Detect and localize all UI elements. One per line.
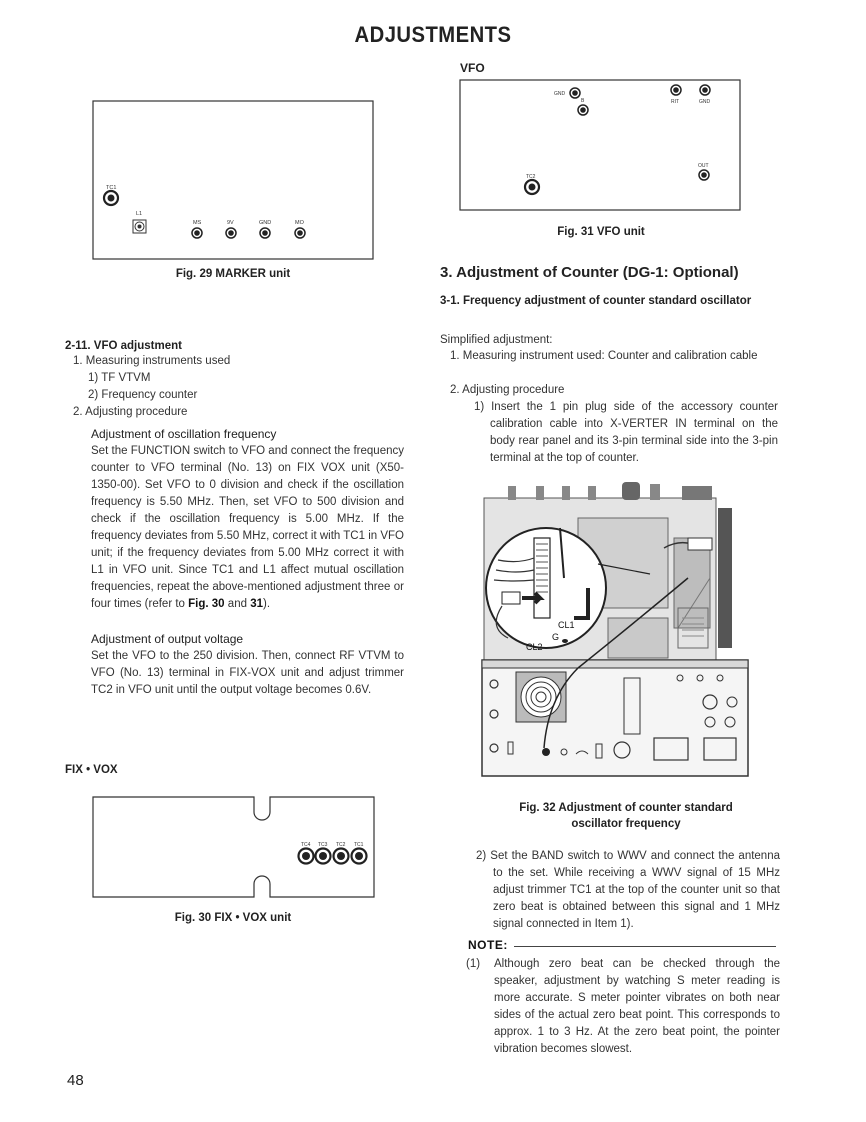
vfo-item1: 1. Measuring instruments used (73, 355, 231, 367)
marker-unit-diagram (92, 100, 374, 262)
tc1-label: TC1 (106, 185, 117, 191)
fig29-caption: Fig. 29 MARKER unit (175, 268, 291, 280)
tc1-label: TC1 (354, 842, 364, 848)
tc1-trimmer-icon (352, 849, 367, 864)
g-label: G (552, 632, 560, 642)
simplified-label: Simplified adjustment: (440, 334, 553, 346)
gnd-label: GND (554, 91, 566, 97)
counter-heading: 3. Adjustment of Counter (DG-1: Optional) (440, 264, 739, 281)
counter-adjustment-illustration (478, 478, 752, 780)
l1-label: L1 (136, 211, 143, 217)
page-number: 48 (67, 1072, 84, 1089)
tc4-trimmer-icon (299, 849, 314, 864)
counter-step2: 2) Set the BAND switch to WWV and connect the antenna to the set. While receiving a WWV signal of 15 MHz adjust trimmer TC1 at the top of the counter unit so that zero beat is obtained between this signal and 1 MHz signal connected in Item 1). (476, 850, 780, 930)
cl2-label: CL2 (526, 642, 543, 652)
9v-label: 9V (227, 220, 234, 226)
output-heading: Adjustment of output voltage (91, 632, 244, 646)
note1-number: (1) (466, 958, 481, 970)
note1-text: Although zero beat can be checked through the speaker, adjustment by watching S meter reading is more accurate. S meter pointer vibrates on both near sides of the actual zero beat point. This corresponds to approx. 1 to 3 Hz. At the zero beat point, the pointer vibration becomes slowest. (494, 958, 780, 1055)
page-title: ADJUSTMENTS (354, 22, 512, 47)
out-label: OUT (698, 163, 709, 169)
vfo-adjustment-heading: 2-11. VFO adjustment (65, 340, 182, 352)
b-label: B (581, 98, 585, 104)
fix-vox-heading: FIX • VOX (65, 764, 118, 776)
tc2-label: TC2 (336, 842, 346, 848)
mo-label: MO (295, 220, 304, 226)
cl1-label: CL1 (558, 620, 575, 630)
counter-item2: 2. Adjusting procedure (450, 384, 565, 396)
counter-item1: 1. Measuring instrument used: Counter and calibration cable (450, 350, 758, 362)
rit-label: RIT (671, 99, 680, 105)
counter-subheading: 3-1. Frequency adjustment of counter standard oscillator (440, 295, 752, 307)
output-paragraph: Set the VFO to the 250 division. Then, connect RF VTVM to VFO (No. 13) terminal in FIX-VOX unit and adjust trimmer TC2 in VFO unit until the output voltage becomes 0.6V. (91, 650, 404, 696)
note-label: NOTE: (468, 938, 508, 952)
vfo-item1-1: 1) TF VTVM (88, 372, 151, 384)
vfo-item2: 2. Adjusting procedure (73, 406, 188, 418)
counter-step1: 1) Insert the 1 pin plug side of the accessory counter calibration cable into X-VERTER IN terminal on the body rear panel and its 3-pin terminal side into the 3-pin terminal at the top of counter. (474, 401, 778, 464)
note-divider (514, 946, 776, 947)
osc-paragraph: Set the FUNCTION switch to VFO and connect the frequency counter to VFO terminal (No. 13) on FIX VOX unit (X50-1350-00). Set VFO to 0 division and check if the oscillation frequency is 5.50 MHz. Then, set VFO to 500 division and check if the oscillation frequency is 5.00 MHz. If the frequency deviates from 5.50 MHz, correct it with TC1 in VFO unit; if the frequency deviates from 5.00 MHz correct it with L1 in VFO unit. Since TC1 and L1 affect mutual oscillation frequencies, repeat the above-mentioned adjustment three or four times (refer to Fig. 30 and 31). (91, 445, 404, 610)
ms-label: MS (193, 220, 202, 226)
vfo-item1-2: 2) Frequency counter (88, 389, 198, 401)
fig32-caption-line2: oscillator frequency (571, 818, 681, 830)
tc3-trimmer-icon (316, 849, 331, 864)
vfo-heading: VFO (460, 61, 485, 75)
fig32-caption (476, 800, 776, 832)
vfo-unit-diagram (459, 79, 741, 213)
osc-heading: Adjustment of oscillation frequency (91, 427, 277, 441)
gnd2-label: GND (699, 99, 711, 105)
fig31-caption: Fig. 31 VFO unit (557, 226, 645, 238)
gnd-label: GND (259, 220, 272, 226)
fix-vox-unit-diagram (92, 796, 376, 900)
tc4-label: TC4 (301, 842, 311, 848)
tc2-label: TC2 (526, 174, 536, 180)
tc2-trimmer-icon (334, 849, 349, 864)
fig30-caption: Fig. 30 FIX • VOX unit (174, 912, 292, 924)
tc3-label: TC3 (318, 842, 328, 848)
note-header (468, 938, 778, 954)
fig32-caption-line1: Fig. 32 Adjustment of counter standard (519, 802, 733, 814)
